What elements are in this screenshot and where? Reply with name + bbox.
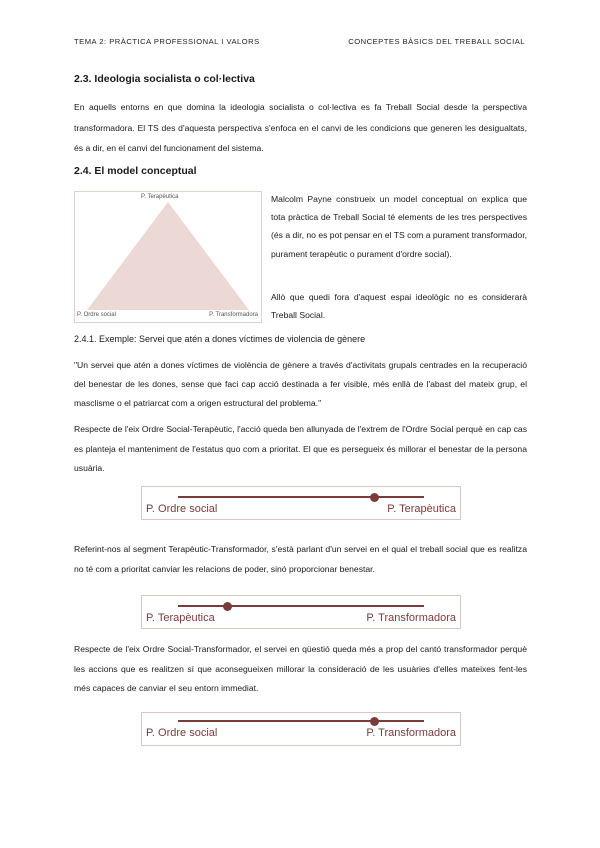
header-right: CONCEPTES BÀSICS DEL TREBALL SOCIAL: [348, 37, 525, 46]
axis-1-line: [178, 496, 424, 498]
triangle-left-label: P. Ordre social: [77, 312, 116, 318]
section-2-4-1-title: 2.4.1. Exemple: Servei que atén a dones víctimes de violencia de gènere: [74, 334, 366, 344]
axis-1-right-label: P. Terapèutica: [387, 503, 456, 515]
axis-3-paragraph: Respecte de l'eix Ordre Social-Transformador, el servei en qüestió queda més a prop del cantó transformador perquè les accions que es realitzen sí que aconsegueixen millorar la consideració de les usuàries d'elles mateixes fent-les més capaces de canviar el seu entorn immediat.: [74, 644, 527, 693]
axis-1-paragraph: Respecte de l'eix Ordre Social-Terapèutic, l'acció queda ben allunyada de l'extrem de l'Ordre Social perquè en cap cas es planteja el manteniment de l'estatus quo com a prioritat. El que es persegueix és millorar el benestar de la persona usuària.: [74, 424, 527, 473]
triangle-shape: [75, 192, 261, 322]
section-2-4-paragraph-1: Malcolm Payne construeix un model conceptual on explica que tota pràctica de Treball Social té elements de les tres perspectives (és a dir, no es pot pensar en el TS com a purament transformador, purament terapèutic o purament d'ordre social).: [271, 194, 527, 259]
section-2-4-paragraph-2: Allò que quedi fora d'aquest espai ideològic no es considerarà Treball Social.: [271, 292, 527, 321]
section-2-3-paragraph: En aquells entorns en que domina la ideologia socialista o col·lectiva es fa Treball Social desde la perspectiva transformadora. El TS des d'aquesta perspectiva s'enfoca en el canvi de les condicions que generen les desigualtats, és a dir, en el canvi del funcionament del sistema.: [74, 102, 527, 153]
axis-ordre-transformadora: [141, 712, 461, 746]
axis-2-right-label: P. Transformadora: [366, 612, 456, 624]
triangle-right-label: P. Transformadora: [209, 312, 258, 318]
axis-3-marker: [370, 717, 379, 726]
axis-terapeutica-transformadora: [141, 595, 461, 629]
triangle-model-figure: [74, 191, 262, 323]
axis-2-marker: [223, 602, 232, 611]
header-left: TEMA 2: PRÀCTICA PROFESSIONAL I VALORS: [74, 37, 260, 46]
axis-1-left-label: P. Ordre social: [146, 503, 218, 515]
triangle-top-label: P. Terapèutica: [141, 194, 179, 200]
axis-2-line: [178, 605, 424, 607]
section-2-3-title: 2.3. Ideologia socialista o col·lectiva: [74, 73, 255, 85]
axis-ordre-terapeutica: [141, 486, 461, 520]
axis-2-left-label: P. Terapèutica: [146, 612, 215, 624]
axis-1-marker: [370, 493, 379, 502]
axis-3-right-label: P. Transformadora: [366, 727, 456, 739]
example-quote: "Un servei que atén a dones víctimes de violència de gènere a través d'activitats grupals centrades en la recuperació del benestar de les dones, sense que faci cap acció destinada a fer visible, més enllà de l'abast del mateix grup, el masclisme o el patriarcat com a origen estructural del problema.": [74, 360, 527, 408]
section-2-4-title: 2.4. El model conceptual: [74, 165, 197, 177]
axis-2-paragraph: Referint-nos al segment Terapèutic-Transformador, s'està parlant d'un servei en el qual el treball social que es realitza no té com a prioritat canviar les relacions de poder, sinó proporcionar benestar.: [74, 544, 527, 574]
axis-3-left-label: P. Ordre social: [146, 727, 218, 739]
axis-3-line: [178, 720, 424, 722]
